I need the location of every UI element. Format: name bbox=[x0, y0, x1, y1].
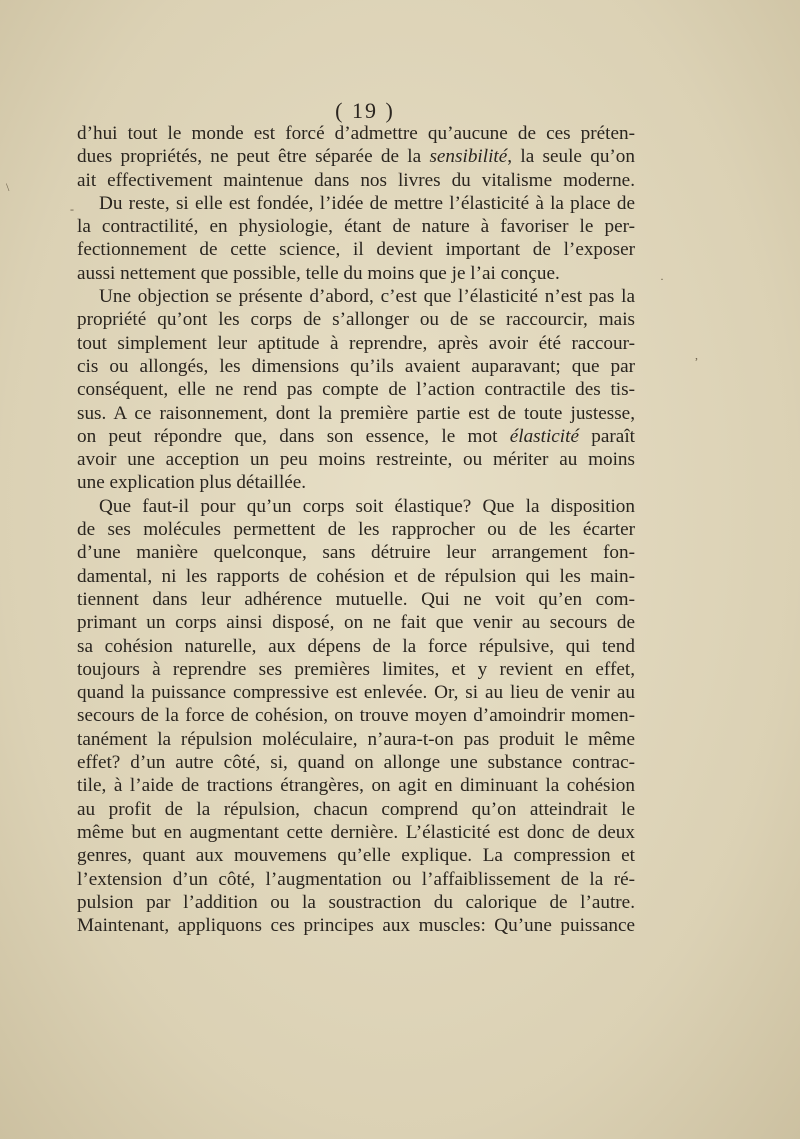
text-line: une explication plus détaillée. bbox=[77, 472, 307, 494]
text-line: Du reste, si elle est fondée, l’idée de mettre l’élasticité à la place de bbox=[99, 192, 635, 214]
text-line: conséquent, elle ne rend pas compte de l’action contractile des tis- bbox=[77, 379, 635, 401]
text-line: pulsion par l’addition ou la soustraction du calorique de l’autre. bbox=[77, 891, 635, 913]
ink-speck: , bbox=[695, 348, 698, 362]
text-line: Que faut-il pour qu’un corps soit élastique? Que la disposition bbox=[99, 495, 635, 517]
text-line: Maintenant, appliquons ces principes aux muscles: Qu’une puissance bbox=[77, 915, 635, 937]
text-line: d’une manière quelconque, sans détruire leur arrangement fon- bbox=[77, 542, 635, 564]
text-line: damental, ni les rapports de cohésion et de répulsion qui les main- bbox=[77, 565, 635, 587]
ink-speck: - bbox=[70, 202, 74, 216]
text-line: genres, quant aux mouvemens qu’elle explique. La compression et bbox=[77, 845, 635, 867]
text-line: au profit de la répulsion, chacun comprend qu’on atteindrait le bbox=[77, 798, 635, 820]
text-line: même but en augmentant cette dernière. L’élasticité est donc de deux bbox=[77, 821, 635, 843]
text-line: ait effectivement maintenue dans nos livres du vitalisme moderne. bbox=[77, 169, 635, 191]
text-line: sus. A ce raisonnement, dont la première partie est de toute justesse, bbox=[77, 402, 635, 424]
text-segment: on peut répondre que, dans son essence, le mot bbox=[77, 425, 510, 447]
text-line: d’hui tout le monde est forcé d’admettre qu’aucune de ces préten- bbox=[77, 123, 635, 144]
text-segment: paraît bbox=[578, 425, 635, 447]
emphasized-term: sensibilité bbox=[429, 146, 508, 168]
ink-speck: · bbox=[660, 272, 664, 286]
text-line: tile, à l’aide de tractions étrangères, on agit en diminuant la cohésion bbox=[77, 775, 635, 797]
text-line: Une objection se présente d’abord, c’est que l’élasticité n’est pas la bbox=[99, 286, 635, 308]
text-line: la contractilité, en physiologie, étant de nature à favoriser le per- bbox=[77, 216, 635, 238]
text-line: propriété qu’ont les corps de s’allonger ou de se raccourcir, mais bbox=[77, 309, 635, 331]
text-line bbox=[77, 425, 635, 448]
text-line: l’extension d’un côté, l’augmentation ou l’affaiblissement de la ré- bbox=[77, 868, 635, 890]
text-segment: , la seule qu’on bbox=[507, 146, 635, 168]
text-line: fectionnement de cette science, il devient important de l’exposer bbox=[77, 239, 635, 261]
text-line: cis ou allongés, les dimensions qu’ils avaient auparavant; que par bbox=[77, 355, 635, 377]
ink-speck: \ bbox=[6, 180, 10, 194]
text-line: secours de la force de cohésion, on trouve moyen d’amoindrir momen- bbox=[77, 705, 635, 727]
text-line: tanément la répulsion moléculaire, n’aura-t-on pas produit le même bbox=[77, 728, 635, 750]
emphasized-term: élasticité bbox=[509, 425, 579, 447]
text-line bbox=[77, 145, 635, 168]
text-line: aussi nettement que possible, telle du moins que je l’ai conçue. bbox=[77, 262, 560, 284]
body-text bbox=[77, 122, 635, 937]
text-line: avoir une acception un peu moins restreinte, ou mériter au moins bbox=[77, 449, 635, 471]
page-number: ( 19 ) bbox=[335, 98, 395, 123]
text-line: tout simplement leur aptitude à reprendre, après avoir été raccour- bbox=[77, 332, 635, 354]
text-line: effet? d’un autre côté, si, quand on allonge une substance contrac- bbox=[77, 752, 635, 774]
text-line: toujours à reprendre ses premières limites, et y revient en effet, bbox=[77, 658, 635, 680]
text-line: tiennent dans leur adhérence mutuelle. Qui ne voit qu’en com- bbox=[77, 588, 635, 610]
text-segment: dues propriétés, ne peut être séparée de la bbox=[77, 146, 430, 168]
text-line: sa cohésion naturelle, aux dépens de la force répulsive, qui tend bbox=[77, 635, 635, 657]
text-line: primant un corps ainsi disposé, on ne fait que venir au secours de bbox=[77, 612, 635, 634]
text-line: quand la puissance compressive est enlevée. Or, si au lieu de venir au bbox=[77, 682, 635, 704]
text-line: de ses molécules permettent de les rapprocher ou de les écarter bbox=[77, 519, 635, 541]
